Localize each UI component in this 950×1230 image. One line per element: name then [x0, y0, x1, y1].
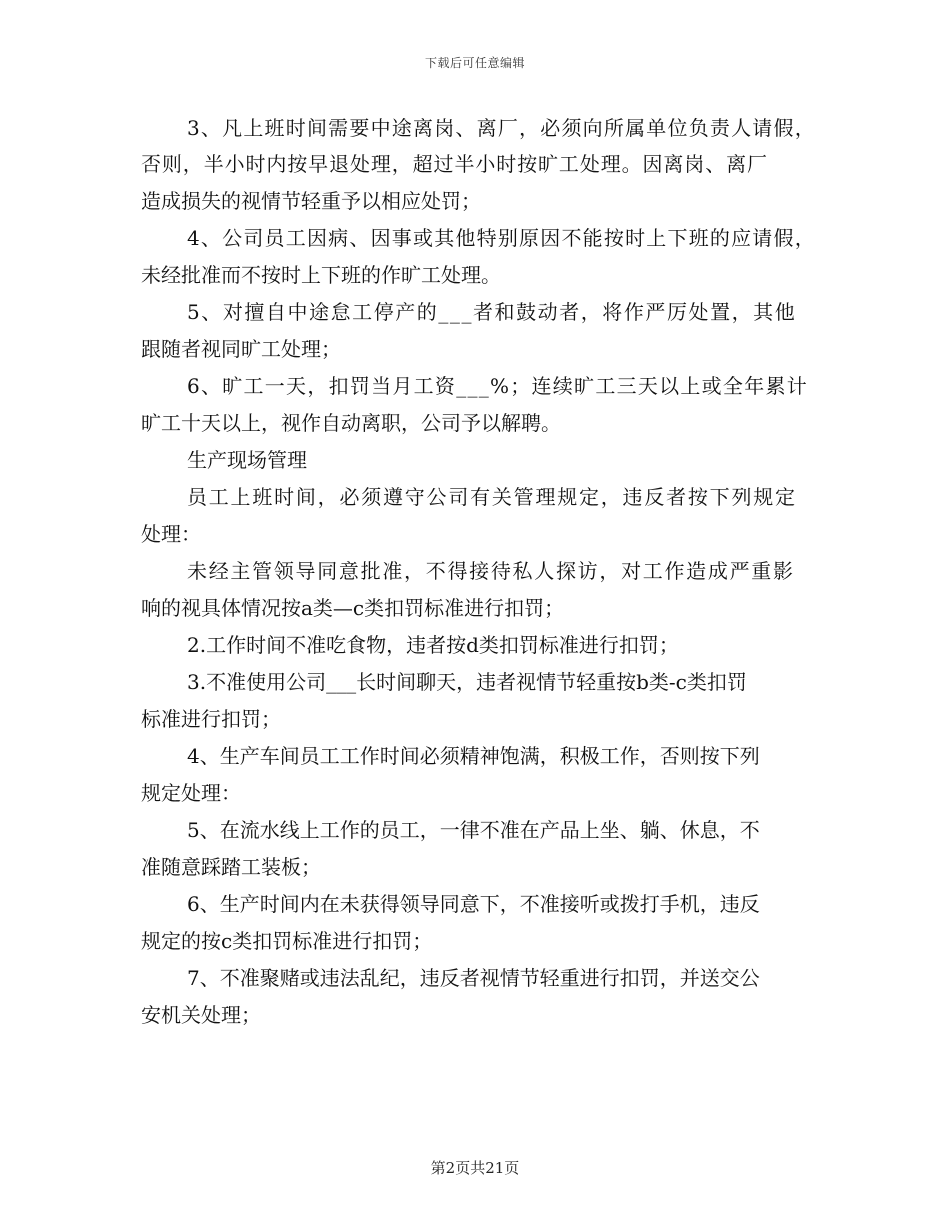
text-line: 安机关处理； — [141, 1003, 261, 1027]
text-line: 3.不准使用公司___长时间聊天，违者视情节轻重按b类-c类扣罚 — [187, 670, 747, 694]
text-line: 规定的按c类扣罚标准进行扣罚； — [141, 929, 433, 953]
text-line: 6、旷工一天，扣罚当月工资___%；连续旷工三天以上或全年累计 — [187, 374, 808, 398]
text-line: 员工上班时间，必须遵守公司有关管理规定，违反者按下列规定 — [187, 485, 797, 509]
text-line: 2.工作时间不准吃食物，违者按d类扣罚标准进行扣罚； — [187, 633, 679, 657]
text-line: 响的视具体情况按a类—c类扣罚标准进行扣罚； — [141, 596, 565, 620]
text-line: 跟随者视同旷工处理； — [141, 337, 341, 361]
text-line: 7、不准聚赌或违法乱纪，违反者视情节轻重进行扣罚，并送交公 — [187, 966, 760, 990]
page-number: 第2页共21页 — [430, 1159, 520, 1177]
page-header: 下载后可任意编辑 — [424, 56, 525, 70]
text-line: 造成损失的视情节轻重予以相应处罚； — [141, 189, 481, 213]
text-line: 未经主管领导同意批准，不得接待私人探访，对工作造成严重影 — [187, 559, 795, 583]
text-line: 规定处理： — [141, 781, 241, 805]
section-heading: 生产现场管理 — [187, 448, 307, 472]
text-line: 准随意踩踏工装板； — [141, 855, 321, 879]
text-line: 5、对擅自中途怠工停产的___者和鼓动者，将作严厉处置，其他 — [187, 300, 797, 324]
text-line: 5、在流水线上工作的员工，一律不准在产品上坐、躺、休息，不 — [187, 818, 760, 842]
text-line: 否则，半小时内按早退处理，超过半小时按旷工处理。因离岗、离厂 — [141, 152, 768, 176]
text-line: 处理： — [141, 522, 201, 546]
text-line: 未经批准而不按时上下班的作旷工处理。 — [141, 263, 501, 287]
text-line: 3、凡上班时间需要中途离岗、离厂，必须向所属单位负责人请假， — [187, 116, 816, 140]
text-line: 4、生产车间员工工作时间必须精神饱满，积极工作，否则按下列 — [187, 744, 760, 768]
text-line: 4、公司员工因病、因事或其他特别原因不能按时上下班的应请假， — [187, 226, 816, 250]
text-line: 旷工十天以上，视作自动离职，公司予以解聘。 — [141, 411, 561, 435]
text-line: 6、生产时间内在未获得领导同意下，不准接听或拨打手机，违反 — [187, 892, 760, 916]
text-line: 标准进行扣罚； — [141, 707, 281, 731]
